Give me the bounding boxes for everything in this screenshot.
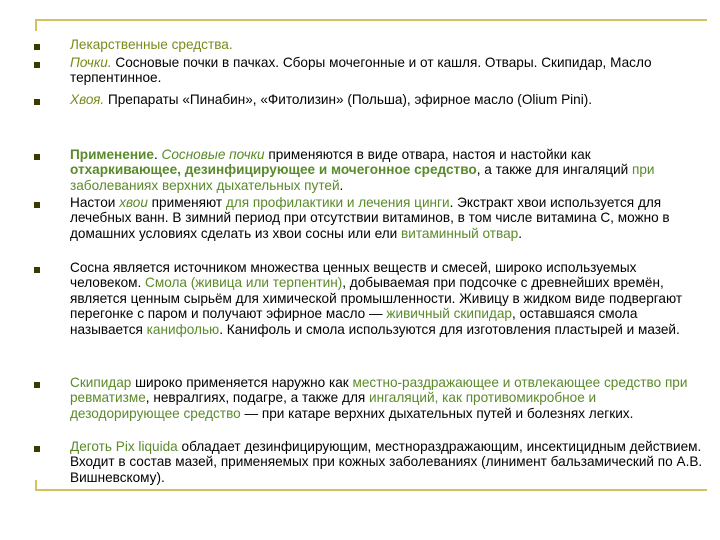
- text-segment: витаминный отвар: [401, 225, 519, 241]
- text-segment: местно-раздражающее и отвлекающее средство при ревматизме: [70, 375, 688, 406]
- list-item: [70, 147, 705, 193]
- text-segment: . Экстракт хвои используется для лечебных ванн. В зимний период при отсутствии витаминов, в том числе витамина С, можно в домашних условиях сделать из хвои сосны или ели: [70, 195, 670, 241]
- text-segment: Хвоя.: [70, 92, 105, 107]
- text-segment: широко применяется наружно как: [131, 375, 353, 390]
- text-segment: применяют: [147, 195, 226, 210]
- bullet-icon: [34, 44, 40, 50]
- bullet-icon: [34, 446, 40, 452]
- bullet-icon: [34, 382, 40, 388]
- text-segment: . Канифоль и смола используются для изготовления пластырей и мазей.: [219, 321, 680, 337]
- text-segment: Лекарственные средства.: [70, 37, 233, 52]
- text-segment: применяются в виде отвара, настоя и настойки как: [264, 147, 591, 162]
- bullet-icon: [34, 267, 40, 273]
- bullet-icon: [34, 62, 40, 68]
- list-item: [70, 375, 705, 421]
- list-item: [70, 260, 705, 337]
- bottom-divider: [35, 489, 707, 491]
- text-segment: , добываемая при подсочке с древнейших времён, является ценным сырьём для химической промышленности. Живицу в жидком виде подвергают перегонке с паром и получают эфирное масло —: [70, 275, 683, 322]
- text-segment: , а также для ингаляций: [476, 162, 632, 178]
- bullet-icon: [34, 154, 40, 160]
- text-segment: Настои: [70, 195, 120, 210]
- list-item: [70, 92, 705, 107]
- list-item: [70, 195, 705, 241]
- text-segment: .: [339, 177, 344, 193]
- top-divider-tick: [35, 19, 37, 31]
- text-segment: Препараты «Пинабин», «Фитолизин» (Польша), эфирное масло (Olium Pini).: [104, 92, 593, 107]
- text-segment: живичный скипидар: [386, 306, 512, 322]
- text-segment: Сосновые почки в пачках. Сборы мочегонные и от кашля. Отвары. Скипидар, Масло терпентинное.: [70, 55, 652, 86]
- text-segment: хвои: [119, 195, 148, 210]
- top-divider: [35, 19, 707, 21]
- text-segment: Применение: [70, 147, 154, 162]
- list-item: [70, 55, 705, 86]
- text-segment: обладает дезинфицирующим, местнораздражающим, инсектицидным действием. Входит в состав мазей, применяемых при кожных заболеваниях (линимент бальзамический по А.В. Вишневскому).: [70, 439, 703, 485]
- text-segment: .: [153, 147, 162, 162]
- text-segment: .: [518, 225, 523, 241]
- bullet-icon: [34, 99, 40, 105]
- bullet-icon: [34, 202, 40, 208]
- text-segment: при заболеваниях верхних дыхательных путей: [70, 162, 655, 193]
- text-segment: Смола (живица или терпентин): [145, 275, 343, 291]
- text-segment: , невралгиях, подагре, а также для: [145, 390, 370, 406]
- text-segment: Скипидар: [70, 375, 132, 390]
- text-segment: канифолью: [146, 321, 220, 337]
- text-segment: Почки.: [70, 55, 112, 70]
- text-segment: , оставшаяся смола называется: [70, 306, 638, 337]
- text-segment: ингаляций, как противомикробное и дезодорирующее средство: [70, 390, 597, 421]
- text-segment: отхаркивающее, дезинфицирующее и мочегонное средство: [70, 162, 477, 178]
- text-segment: — при катаре верхних дыхательных путей и болезнях легких.: [240, 405, 634, 421]
- text-segment: для профилактики и лечения цинги: [225, 195, 450, 210]
- text-segment: Деготь Pix liquida: [70, 439, 178, 454]
- text-segment: Сосна является источником множества ценных веществ и смесей, широко используемых человеком.: [70, 260, 637, 291]
- list-item: [70, 439, 705, 485]
- text-segment: Сосновые почки: [161, 147, 265, 162]
- list-item: [70, 37, 705, 52]
